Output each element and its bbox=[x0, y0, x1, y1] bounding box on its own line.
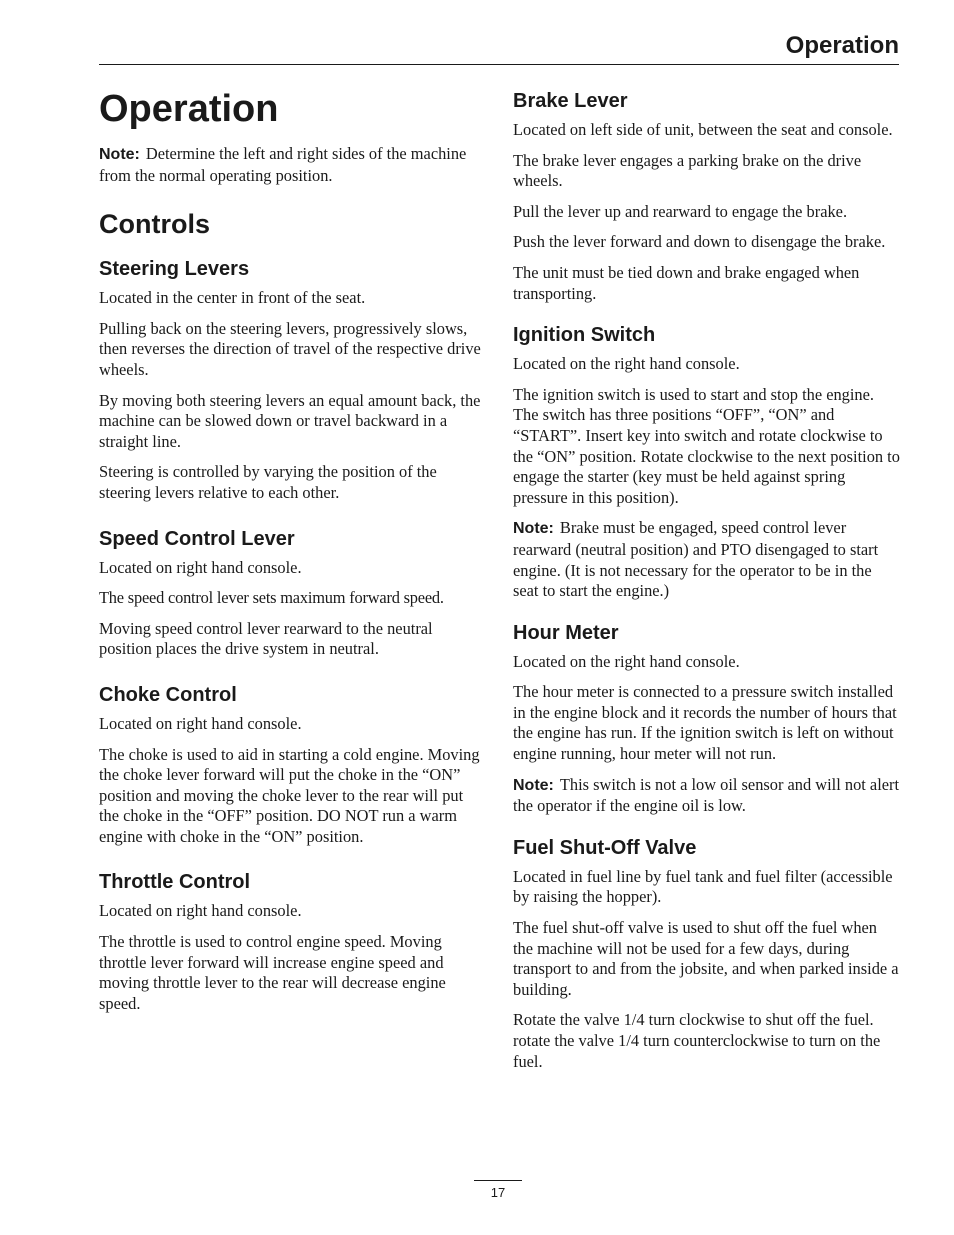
paragraph: The choke is used to aid in starting a cold engine. Moving the choke lever forward will put the choke in the “ON” position and moving the choke lever to the rear will put the choke in the “OFF” position. DO NOT run a warm engine with choke in the “ON” position. bbox=[99, 744, 480, 846]
paragraph: Moving speed control lever rearward to the neutral position places the drive system in neutral. bbox=[99, 618, 433, 659]
note-text: Brake must be engaged, speed control lever rearward (neutral position) and PTO disengaged to start engine. (It is not necessary for the operator to be in the seat to start the engine.) bbox=[513, 518, 879, 601]
intro-note bbox=[99, 144, 487, 186]
paragraph: Located on right hand console. bbox=[99, 557, 302, 577]
paragraph: The unit must be tied down and brake engaged when transporting. bbox=[513, 262, 860, 303]
paragraph: Located on right hand console. bbox=[99, 713, 302, 733]
note-label: Note: bbox=[513, 520, 554, 538]
paragraph: Located on the right hand console. bbox=[513, 354, 740, 374]
subsection-choke-control: Choke Control bbox=[99, 683, 237, 706]
paragraph: Located on the right hand console. bbox=[513, 651, 740, 671]
note-label: Note: bbox=[99, 146, 140, 163]
paragraph: Located in the center in front of the seat. bbox=[99, 288, 366, 308]
paragraph: Pull the lever up and rearward to engage the brake. bbox=[513, 201, 848, 221]
paragraph: Rotate the valve 1/4 turn clockwise to shut off the fuel. rotate the valve 1/4 turn counterclockwise to turn on the fuel. bbox=[513, 1010, 881, 1071]
subsection-hour-meter: Hour Meter bbox=[513, 621, 619, 644]
paragraph: By moving both steering levers an equal amount back, the machine can be slowed down or travel backward in a straight line. bbox=[99, 390, 481, 451]
paragraph: The hour meter is connected to a pressure switch installed in the engine block and it records the number of hours that the engine has run. If the ignition switch is left on without engine running, hour meter will not run. bbox=[513, 682, 897, 764]
paragraph: Located on left side of unit, between the seat and console. bbox=[513, 120, 893, 139]
page-number: 17 bbox=[474, 1180, 522, 1200]
right-column bbox=[513, 88, 901, 1082]
paragraph: The ignition switch is used to start and stop the engine. The switch has three positions “OFF”, “ON” and “START”. Insert key into switch and rotate clockwise to the “ON” position. Rotate clockwise to the next position to engage the starter (key must be held against spring pressure in this position). bbox=[513, 384, 900, 507]
running-header-title: Operation bbox=[785, 32, 899, 59]
note-label: Note: bbox=[513, 776, 554, 794]
subsection-fuel-shutoff-valve: Fuel Shut-Off Valve bbox=[513, 836, 697, 859]
paragraph: Push the lever forward and down to disengage the brake. bbox=[513, 232, 886, 252]
subsection-ignition-switch: Ignition Switch bbox=[513, 324, 656, 347]
paragraph: Pulling back on the steering levers, progressively slows, then reverses the direction of travel of the respective drive wheels. bbox=[99, 318, 481, 379]
note-text: Determine the left and right sides of the machine from the normal operating position. bbox=[99, 144, 467, 185]
paragraph: The speed control lever sets maximum forward speed. bbox=[99, 588, 444, 608]
subsection-brake-lever: Brake Lever bbox=[513, 90, 628, 112]
subsection-speed-control-lever: Speed Control Lever bbox=[99, 527, 295, 550]
paragraph: The throttle is used to control engine speed. Moving throttle lever forward will increase engine speed and moving throttle lever to the rear will decrease engine speed. bbox=[99, 932, 446, 1013]
subsection-throttle-control: Throttle Control bbox=[99, 871, 251, 894]
running-header bbox=[99, 30, 899, 65]
ignition-note bbox=[513, 518, 901, 601]
paragraph: The brake lever engages a parking brake on the drive wheels. bbox=[513, 150, 862, 191]
paragraph: Located in fuel line by fuel tank and fuel filter (accessible by raising the hopper). bbox=[513, 866, 893, 907]
page-title: Operation bbox=[99, 88, 279, 130]
hour-meter-note bbox=[513, 775, 901, 817]
paragraph: The fuel shut-off valve is used to shut off the fuel when the machine will not be used for a few days, during transport to and from the jobsite, and when parked inside a building. bbox=[513, 918, 899, 999]
left-column bbox=[99, 82, 487, 1024]
note-text: This switch is not a low oil sensor and will not alert the operator if the engine oil is low. bbox=[513, 774, 900, 816]
paragraph: Located on right hand console. bbox=[99, 901, 302, 921]
section-heading-controls: Controls bbox=[99, 209, 210, 240]
subsection-steering-levers: Steering Levers bbox=[99, 258, 250, 281]
paragraph: Steering is controlled by varying the position of the steering levers relative to each other. bbox=[99, 462, 437, 502]
